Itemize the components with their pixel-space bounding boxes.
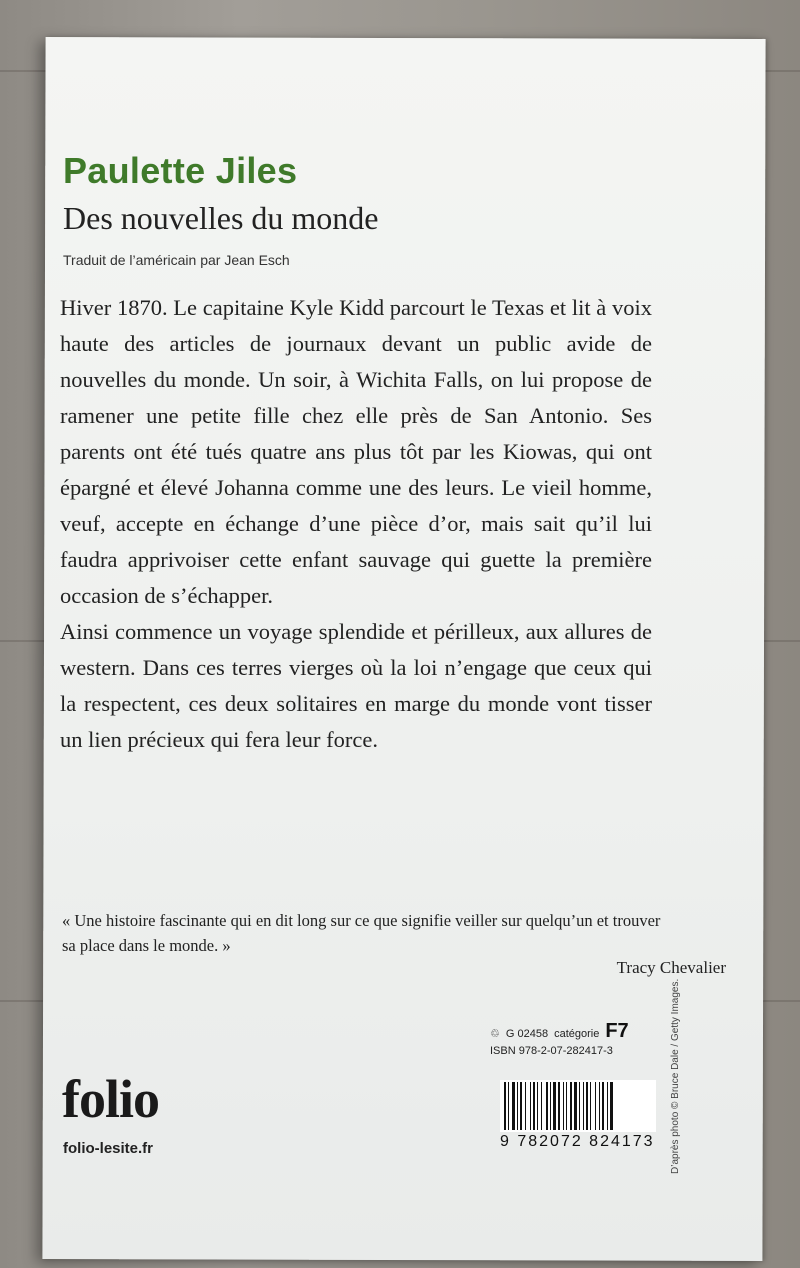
synopsis — [60, 290, 652, 758]
category-label: catégorie — [554, 1028, 600, 1040]
catalog-codes — [490, 1020, 629, 1057]
publisher-logo: folio — [62, 1069, 159, 1129]
book-title: Des nouvelles du monde — [63, 200, 379, 236]
recycle-icon: ♲ — [490, 1028, 500, 1040]
translator-credit: Traduit de l’américain par Jean Esch — [63, 252, 290, 268]
category-code: F7 — [605, 1020, 629, 1042]
quote-author: Tracy Chevalier — [616, 958, 726, 977]
barcode — [500, 1080, 656, 1132]
synopsis-paragraph-1: Hiver 1870. Le capitaine Kyle Kidd parcourt le Texas et lit à voix haute des articles de journaux devant un public avide de nouvelles du monde. Un soir, à Wichita Falls, on lui propose de ramener une petite fille chez elle près de San Antonio. Ses parents ont été tués quatre ans plus tôt par les Kiowas, qui ont épargné et élevé Johanna comme une des leurs. Le vieil homme, veuf, accepte en échange d’une pièce d’or, mais sait qu’il lui faudra apprivoiser cette enfant sauvage qui guette la première occasion de s’échapper. — [60, 295, 652, 608]
review-quote: « Une histoire fascinante qui en dit long sur ce que signifie veiller sur quelqu’un et trouver sa place dans le monde. » — [62, 911, 661, 955]
isbn: ISBN 978-2-07-282417-3 — [490, 1045, 613, 1057]
synopsis-paragraph-2: Ainsi commence un voyage splendide et périlleux, aux allures de western. Dans ces terres vierges où la loi n’engage que ceux qui la respectent, ces deux solitaires en marge du monde vont tisser un lien précieux qui fera leur force. — [60, 619, 652, 752]
barcode-digits: 9 782072 824173 — [500, 1133, 655, 1150]
barcode-bars — [500, 1080, 656, 1132]
publisher-website: folio-lesite.fr — [63, 1140, 154, 1157]
photo-credit: D’après photo © Bruce Dale / Getty Images. — [670, 978, 681, 1174]
reference-code: G 02458 — [505, 1028, 549, 1040]
author-name: Paulette Jiles — [63, 150, 298, 191]
